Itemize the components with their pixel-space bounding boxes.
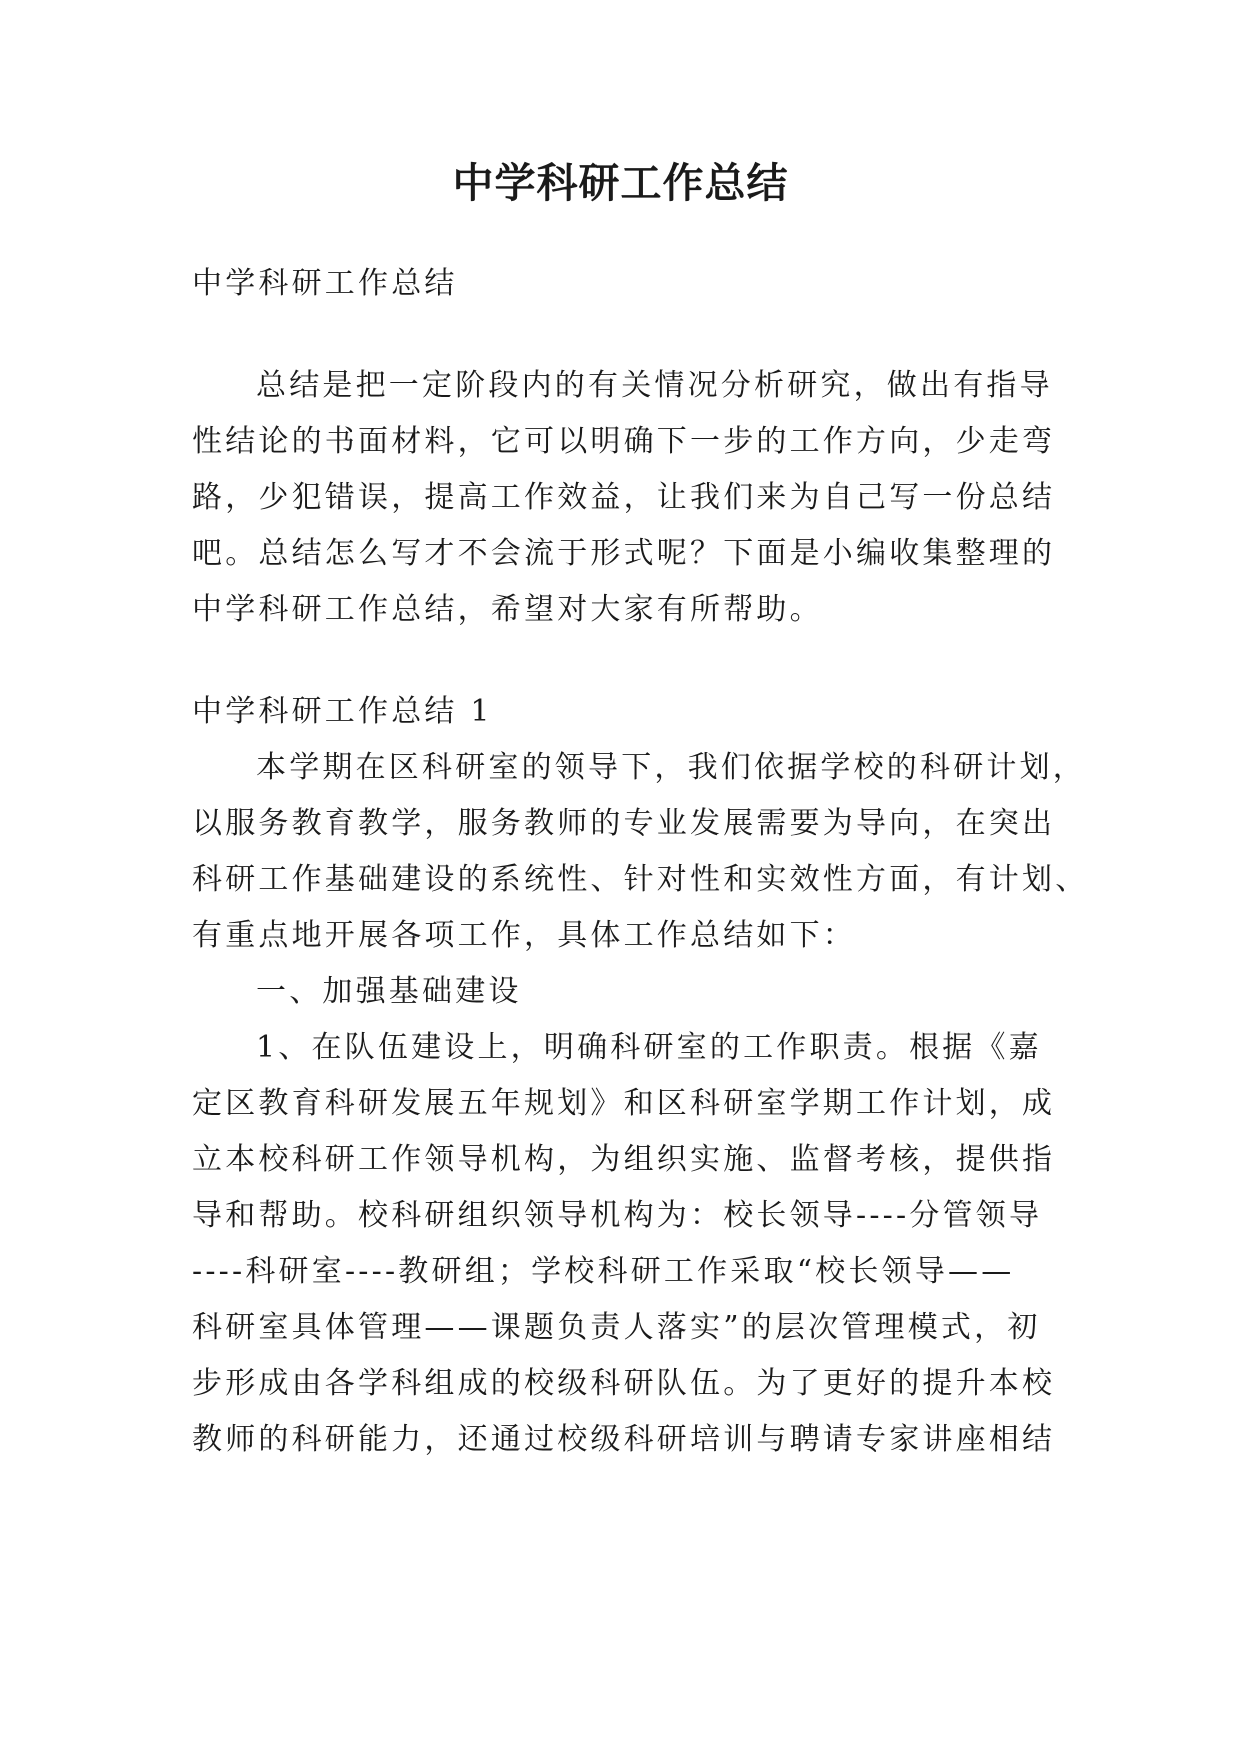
document-title: 中学科研工作总结 (452, 159, 789, 207)
text-line: 1、在队伍建设上，明确科研室的工作职责。根据《嘉 (256, 1030, 1042, 1065)
text-line: 路，少犯错误，提高工作效益，让我们来为自己写一份总结 (192, 480, 1056, 515)
text-line: 本学期在区科研室的领导下，我们依据学校的科研计划， (256, 750, 1086, 785)
subsection-heading: 一、加强基础建设 (256, 974, 522, 1009)
text-line: 中学科研工作总结，希望对大家有所帮助。 (192, 592, 823, 627)
text-line: 立本校科研工作领导机构，为组织实施、监督考核，提供指 (192, 1142, 1056, 1177)
section-heading: 中学科研工作总结 1 (192, 694, 493, 729)
subtitle-line: 中学科研工作总结 (192, 266, 458, 301)
text-line: 定区教育科研发展五年规划》和区科研室学期工作计划，成 (192, 1086, 1056, 1121)
text-line: 导和帮助。校科研组织领导机构为：校长领导----分管领导 (192, 1198, 1043, 1233)
text-line: 吧。总结怎么写才不会流于形式呢？下面是小编收集整理的 (192, 536, 1056, 571)
text-line: 科研室具体管理——课题负责人落实”的层次管理模式，初 (192, 1310, 1041, 1345)
text-line: 教师的科研能力，还通过校级科研培训与聘请专家讲座相结 (192, 1422, 1056, 1457)
text-line: ----科研室----教研组；学校科研工作采取“校长领导—— (192, 1254, 1015, 1289)
text-line: 有重点地开展各项工作，具体工作总结如下： (192, 918, 856, 953)
text-line: 性结论的书面材料，它可以明确下一步的工作方向，少走弯 (192, 424, 1056, 459)
text-line: 总结是把一定阶段内的有关情况分析研究，做出有指导 (256, 368, 1053, 403)
text-line: 步形成由各学科组成的校级科研队伍。为了更好的提升本校 (192, 1366, 1056, 1401)
text-line: 以服务教育教学，服务教师的专业发展需要为导向，在突出 (192, 806, 1056, 841)
text-line: 科研工作基础建设的系统性、针对性和实效性方面，有计划、 (192, 862, 1089, 897)
